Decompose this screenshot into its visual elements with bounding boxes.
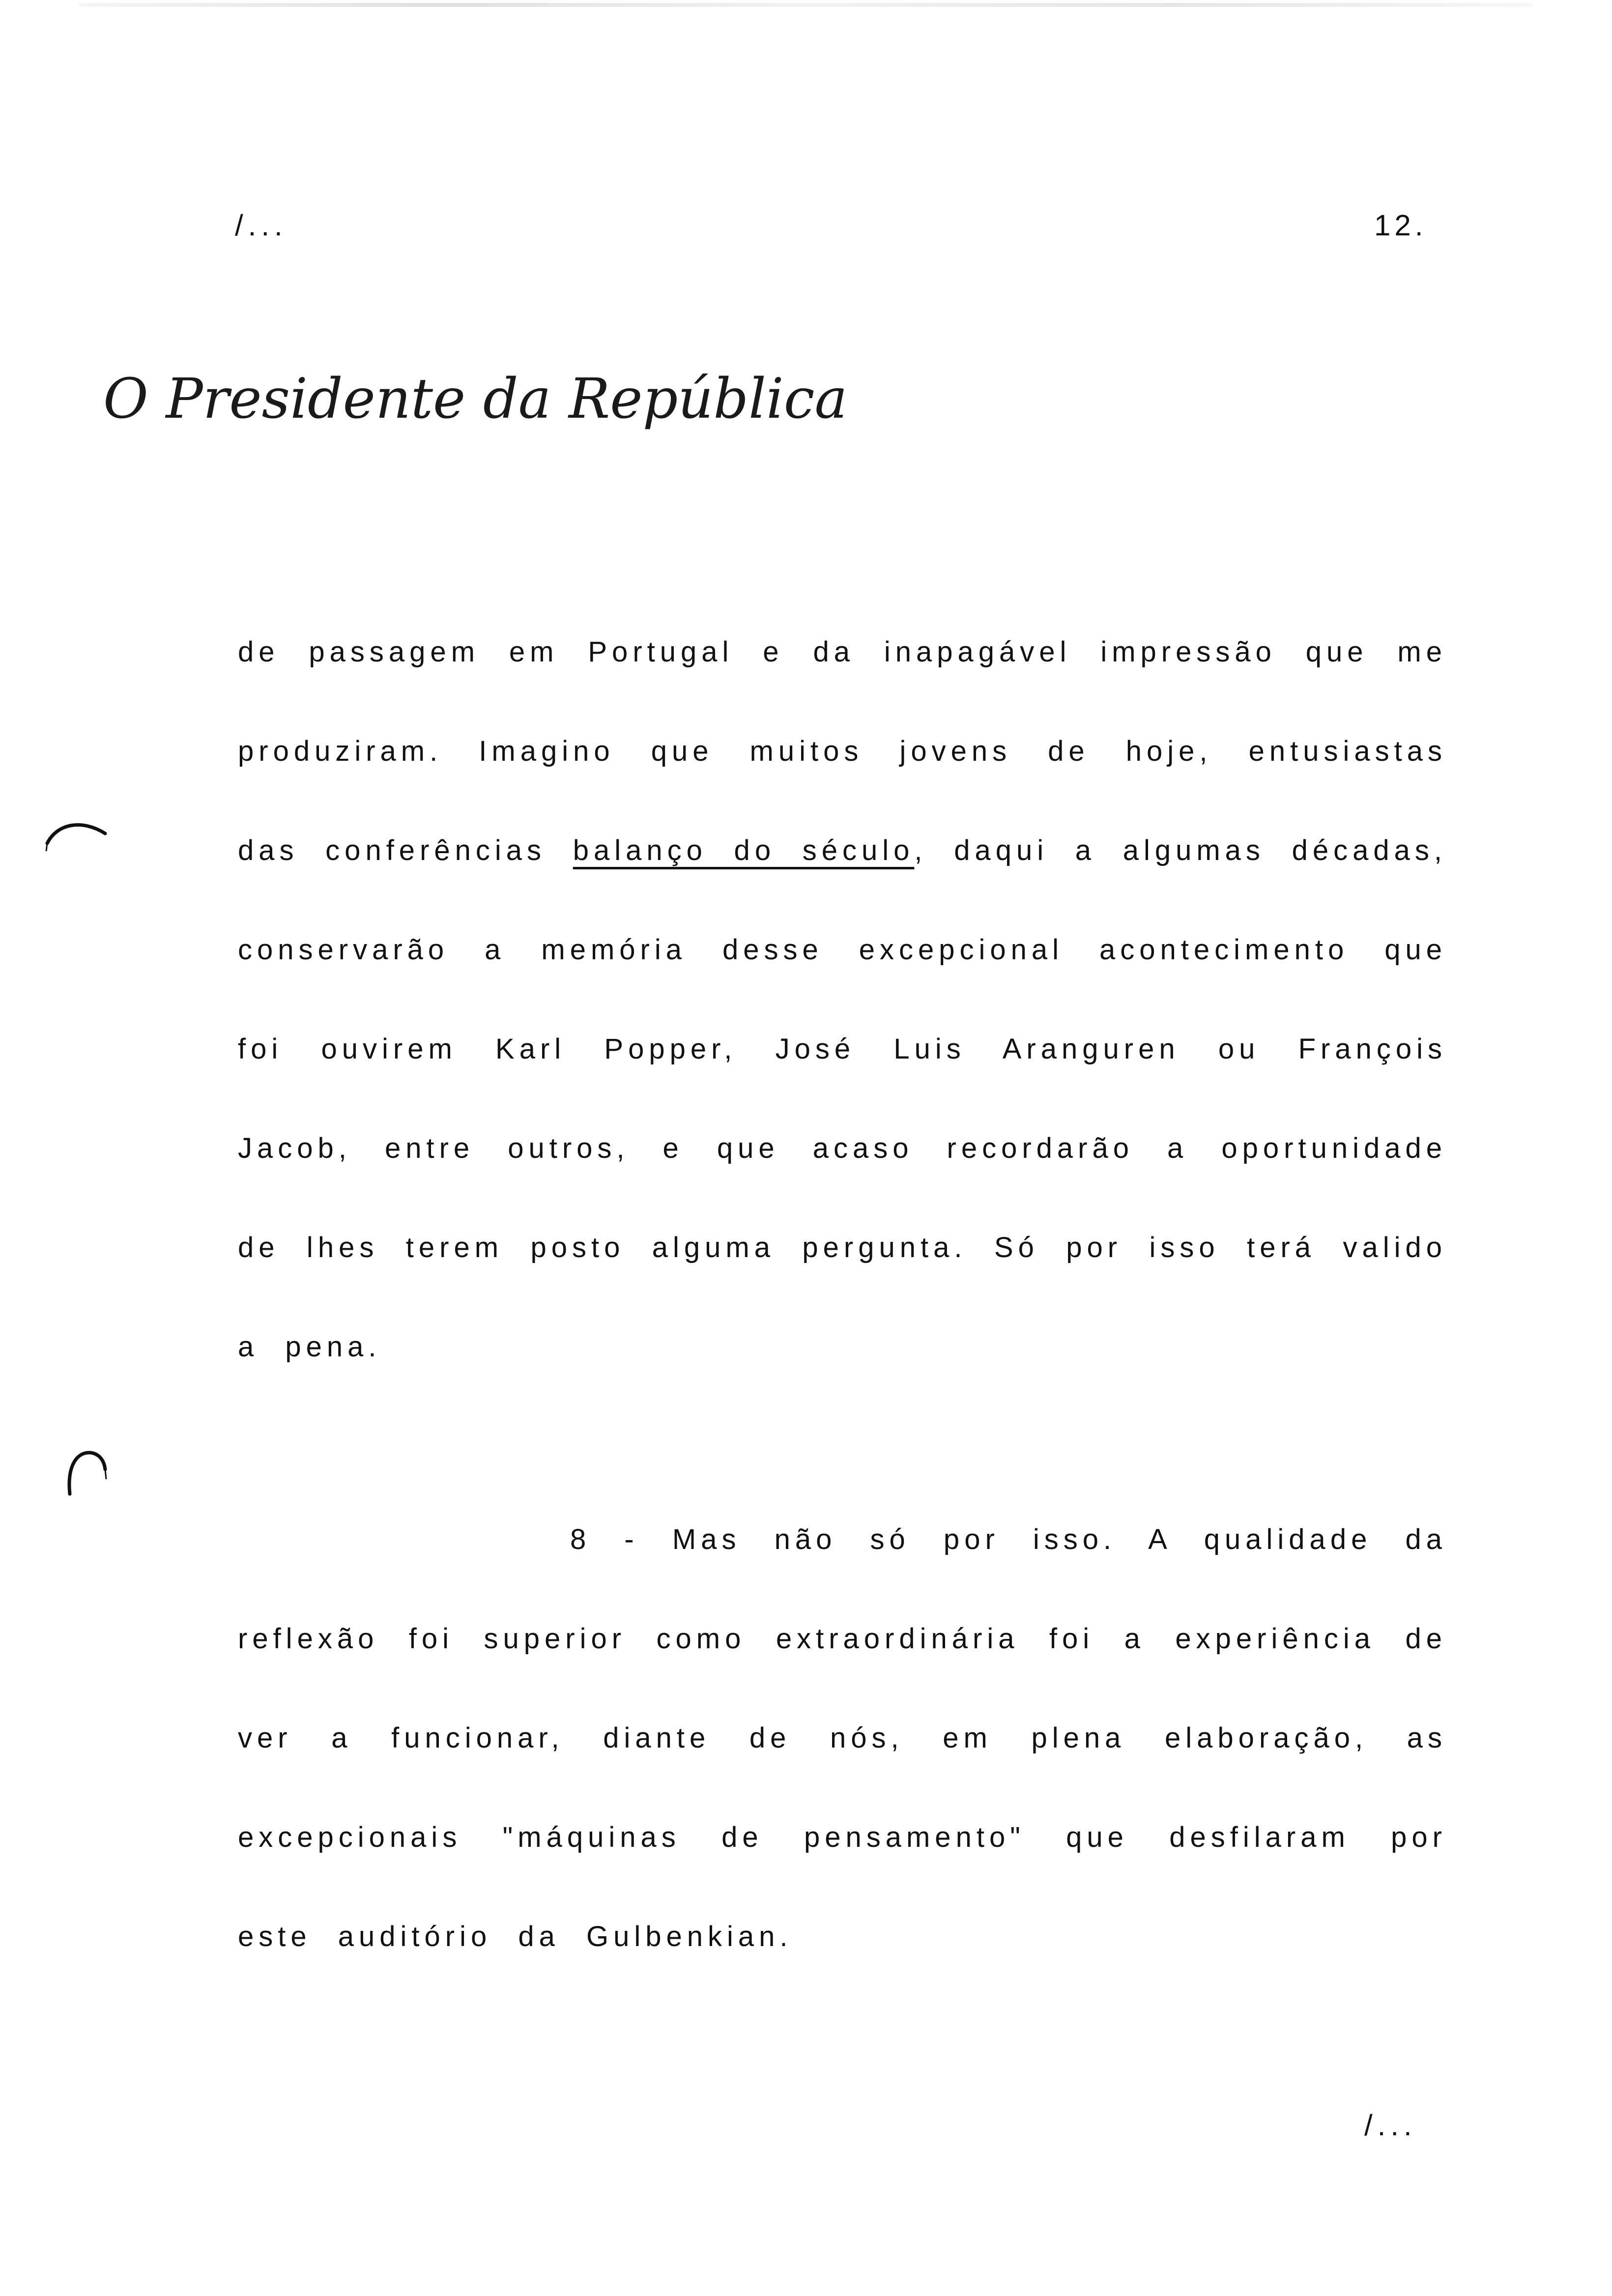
margin-bracket-icon	[42, 814, 111, 853]
paragraph-1	[238, 603, 1447, 1397]
page-number: 12.	[1374, 209, 1427, 242]
paragraph-2: 8 - Mas não só por isso. A qualidade da reflexão foi superior como extraordinária foi a experiência de ver a funcionar, diante de nós, em plena elaboração, as excepcionais "máquinas de pensamento" que desfilaram por este auditório da Gulbenkian.	[238, 1523, 1447, 1952]
paragraph-1-text-a: de passagem em Portugal e da inapagável impressão que me produziram. Imagino que muitos jovens de hoje, entusiastas das conferências	[238, 636, 1447, 866]
letterhead	[98, 354, 848, 452]
paragraph-1-underlined-title: balanço do século	[573, 834, 915, 866]
paragraph-1-text-b: , daqui a algumas décadas, conservarão a memória desse excepcional acontecimento que foi ouvirem Karl Popper, José Luis Aranguren ou François Jacob, entre outros, e que acaso recordarão a oportunidade de lhes terem posto alguma pergunta. Só por isso terá valido a pena.	[238, 834, 1447, 1363]
continuation-mark-top: /...	[235, 209, 288, 242]
continuation-mark-bottom: /...	[1364, 2109, 1417, 2142]
scan-edge-smudge	[79, 3, 1533, 7]
margin-bracket-icon	[63, 1445, 112, 1499]
letterhead-text: O Presidente da República	[103, 367, 848, 431]
